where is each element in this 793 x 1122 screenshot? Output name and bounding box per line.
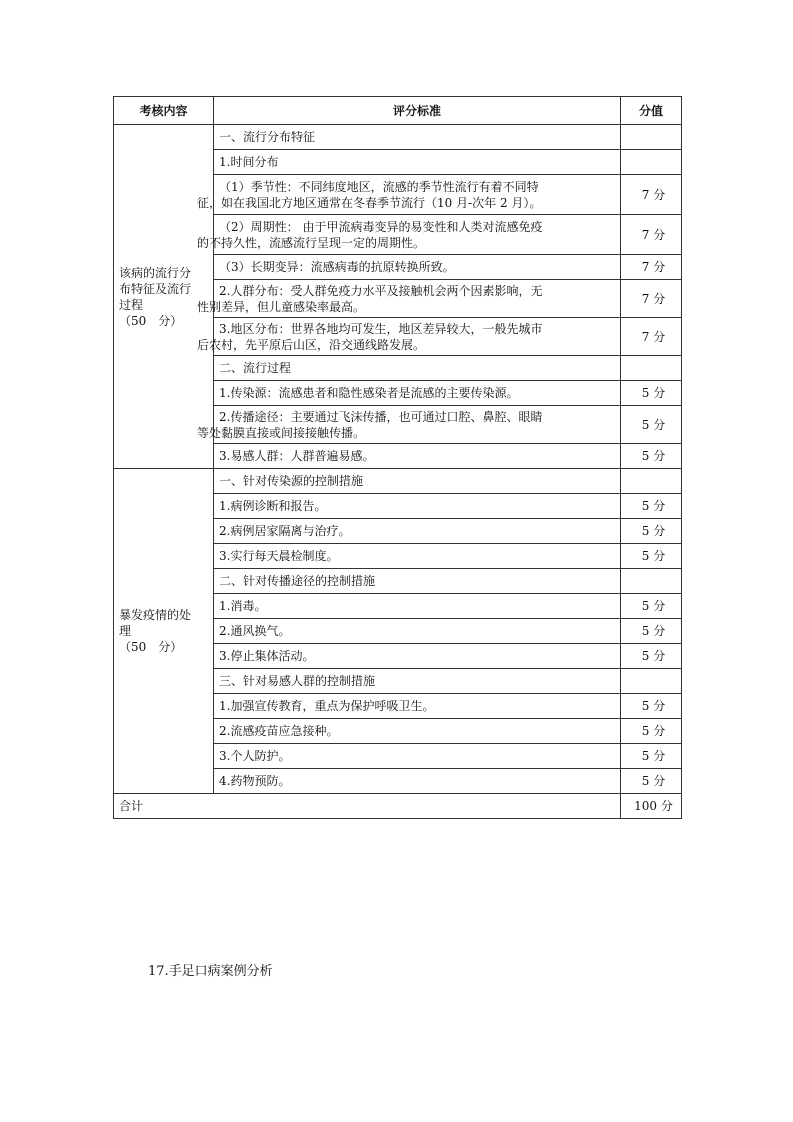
points-cell: 5 分 — [621, 544, 682, 569]
outbreak-section-category — [114, 469, 214, 794]
criteria-cell — [197, 406, 621, 444]
points-cell: 5 分 — [621, 719, 682, 744]
criteria-line: 二、流行过程 — [219, 361, 292, 375]
criteria-line: 3.地区分布：世界各地均可发生，地区差异较大，一般先城市 — [219, 321, 543, 336]
points-cell: 5 分 — [621, 594, 682, 619]
points-cell — [621, 669, 682, 694]
points-cell: 5 分 — [621, 444, 682, 469]
criteria-line: 等处黏膜直接或间接接触传播。 — [197, 425, 366, 440]
criteria-line: 1.时间分布 — [219, 155, 279, 169]
points-cell: 7 分 — [621, 175, 682, 215]
criteria-cell — [214, 619, 621, 644]
criteria-line: 2.人群分布：受人群免疫力水平及接触机会两个因素影响，无 — [219, 283, 543, 298]
criteria-cell — [214, 381, 621, 406]
criteria-cell — [214, 769, 621, 794]
total-row — [114, 794, 682, 819]
criteria-cell — [214, 356, 621, 381]
criteria-line: 1.加强宣传教育，重点为保护呼吸卫生。 — [219, 699, 435, 713]
criteria-line: 后农村，先平原后山区，沿交通线路发展。 — [197, 337, 426, 352]
criteria-line: 1.病例诊断和报告。 — [219, 499, 327, 513]
criteria-line: 3.易感人群：人群普遍易感。 — [219, 449, 375, 463]
criteria-line: 二、针对传播途径的控制措施 — [219, 574, 376, 588]
criteria-cell — [197, 175, 621, 215]
points-cell: 5 分 — [621, 619, 682, 644]
criteria-line: 1.消毒。 — [219, 599, 267, 613]
criteria-line: 性别差异，但儿童感染率最高。 — [197, 299, 366, 314]
points-cell: 5 分 — [621, 406, 682, 444]
criteria-line: 一、流行分布特征 — [219, 130, 316, 144]
criteria-line: 1.传染源：流感患者和隐性感染者是流感的主要传染源。 — [219, 386, 519, 400]
points-cell: 5 分 — [621, 381, 682, 406]
criteria-cell — [214, 125, 621, 150]
criteria-line: 2.通风换气。 — [219, 624, 291, 638]
criteria-cell — [214, 519, 621, 544]
header-content: 考核内容 — [114, 97, 214, 125]
points-cell: 5 分 — [621, 644, 682, 669]
points-cell: 5 分 — [621, 694, 682, 719]
total-points: 100 分 — [621, 794, 682, 819]
criteria-line: （1）季节性：不同纬度地区，流感的季节性流行有着不同特 — [219, 179, 539, 194]
total-label: 合计 — [114, 794, 621, 819]
category-line: （50 分） — [119, 640, 183, 654]
next-section-title: 17.手足口病案例分析 — [148, 964, 273, 979]
criteria-cell — [214, 544, 621, 569]
points-cell: 5 分 — [621, 494, 682, 519]
criteria-cell — [214, 569, 621, 594]
criteria-cell — [214, 669, 621, 694]
criteria-line: 征，如在我国北方地区通常在冬春季节流行（10 月-次年 2 月）。 — [197, 195, 542, 210]
category-line: 暴发疫情的处 — [119, 608, 192, 622]
header-points: 分值 — [621, 97, 682, 125]
criteria-line: 的不持久性，流感流行呈现一定的周期性。 — [197, 235, 426, 250]
criteria-line: 一、针对传染源的控制措施 — [219, 474, 364, 488]
header-row — [114, 97, 682, 125]
category-line: （50 分） — [119, 313, 183, 328]
distribution-section-category — [114, 125, 214, 469]
criteria-line: 2.病例居家隔离与治疗。 — [219, 524, 351, 538]
points-cell — [621, 125, 682, 150]
criteria-cell — [214, 744, 621, 769]
points-cell: 5 分 — [621, 519, 682, 544]
criteria-cell — [214, 150, 621, 175]
points-cell: 5 分 — [621, 769, 682, 794]
header-criteria: 评分标准 — [214, 97, 621, 125]
category-line: 布特征及流行 — [119, 281, 192, 296]
criteria-line: （3）长期变异：流感病毒的抗原转换所致。 — [219, 260, 455, 274]
criteria-line: 2.传播途径：主要通过飞沫传播，也可通过口腔、鼻腔、眼睛 — [219, 409, 543, 424]
criteria-line: （2）周期性： 由于甲流病毒变异的易变性和人类对流感免疫 — [219, 219, 543, 234]
criteria-line: 3.个人防护。 — [219, 749, 291, 763]
criteria-cell — [214, 255, 621, 280]
criteria-line: 4.药物预防。 — [219, 774, 291, 788]
table-row — [114, 469, 682, 494]
criteria-line: 三、针对易感人群的控制措施 — [219, 674, 376, 688]
criteria-cell — [214, 469, 621, 494]
criteria-cell — [197, 215, 621, 255]
points-cell: 5 分 — [621, 744, 682, 769]
criteria-line: 3.停止集体活动。 — [219, 649, 315, 663]
points-cell — [621, 150, 682, 175]
criteria-cell — [214, 719, 621, 744]
category-line: 该病的流行分 — [119, 265, 192, 280]
criteria-cell — [214, 444, 621, 469]
criteria-cell — [214, 594, 621, 619]
points-cell — [621, 569, 682, 594]
criteria-line: 2.流感疫苗应急接种。 — [219, 724, 339, 738]
points-cell — [621, 356, 682, 381]
criteria-cell — [197, 280, 621, 318]
points-cell: 7 分 — [621, 215, 682, 255]
scoring-table — [113, 96, 682, 819]
points-cell: 7 分 — [621, 255, 682, 280]
criteria-line: 3.实行每天晨检制度。 — [219, 549, 339, 563]
category-line: 理 — [119, 624, 132, 638]
category-line: 过程 — [119, 297, 144, 312]
points-cell: 7 分 — [621, 318, 682, 356]
table-row — [114, 125, 682, 150]
criteria-cell — [214, 694, 621, 719]
points-cell — [621, 469, 682, 494]
criteria-cell — [214, 644, 621, 669]
criteria-cell — [214, 494, 621, 519]
criteria-cell — [197, 318, 621, 356]
points-cell: 7 分 — [621, 280, 682, 318]
